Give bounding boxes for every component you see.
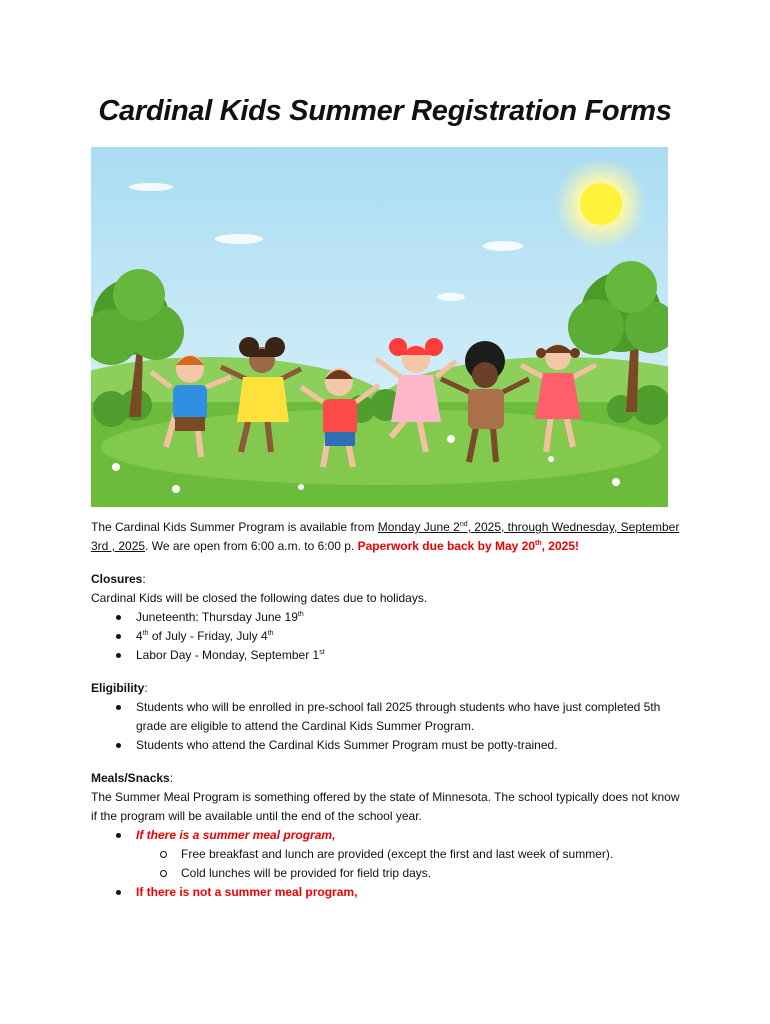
intro-paragraph: The Cardinal Kids Summer Program is available from Monday June 2nd, 2025, through Wednesday, September 3rd , 2025. We are open from 6:00 a.m. to 6:00 p. Paperwork due back by May 20th, 2025! [91,520,680,553]
page-title: Cardinal Kids Summer Registration Forms [98,95,672,127]
meals-heading: Meals/Snacks: [91,771,174,785]
eligibility-heading: Eligibility: [91,681,148,695]
meals-lead: The Summer Meal Program is something offered by the state of Minnesota. The school typically does not know if the program will be available until the end of the school year. [91,790,680,823]
sub-list-item: Cold lunches will be provided for field trip days. [136,864,681,883]
closures-lead: Cardinal Kids will be closed the following dates due to holidays. [91,591,428,605]
list-item: Students who attend the Cardinal Kids Summer Program must be potty-trained. [91,736,681,755]
eligibility-list [91,698,681,755]
closures-list [91,608,681,665]
list-item: If there is not a summer meal program, [91,883,681,902]
meals-list [91,826,681,902]
sun [580,183,622,225]
list-item: Juneteenth: Thursday June 19th [91,608,681,627]
list-item: Students who will be enrolled in pre-school fall 2025 through students who have just completed 5th grade are eligible to attend the Cardinal Kids Summer Program. [91,698,681,736]
closures-heading: Closures: [91,572,146,586]
list-item: Labor Day - Monday, September 1st [91,646,681,665]
list-item: If there is a summer meal program, Free breakfast and lunch are provided (except the first and last week of summer). Cold lunches will be provided for field trip days. [91,826,681,883]
list-item: 4th of July - Friday, July 4th [91,627,681,646]
hero-illustration [91,147,668,507]
sub-list-item: Free breakfast and lunch are provided (except the first and last week of summer). [136,845,681,864]
